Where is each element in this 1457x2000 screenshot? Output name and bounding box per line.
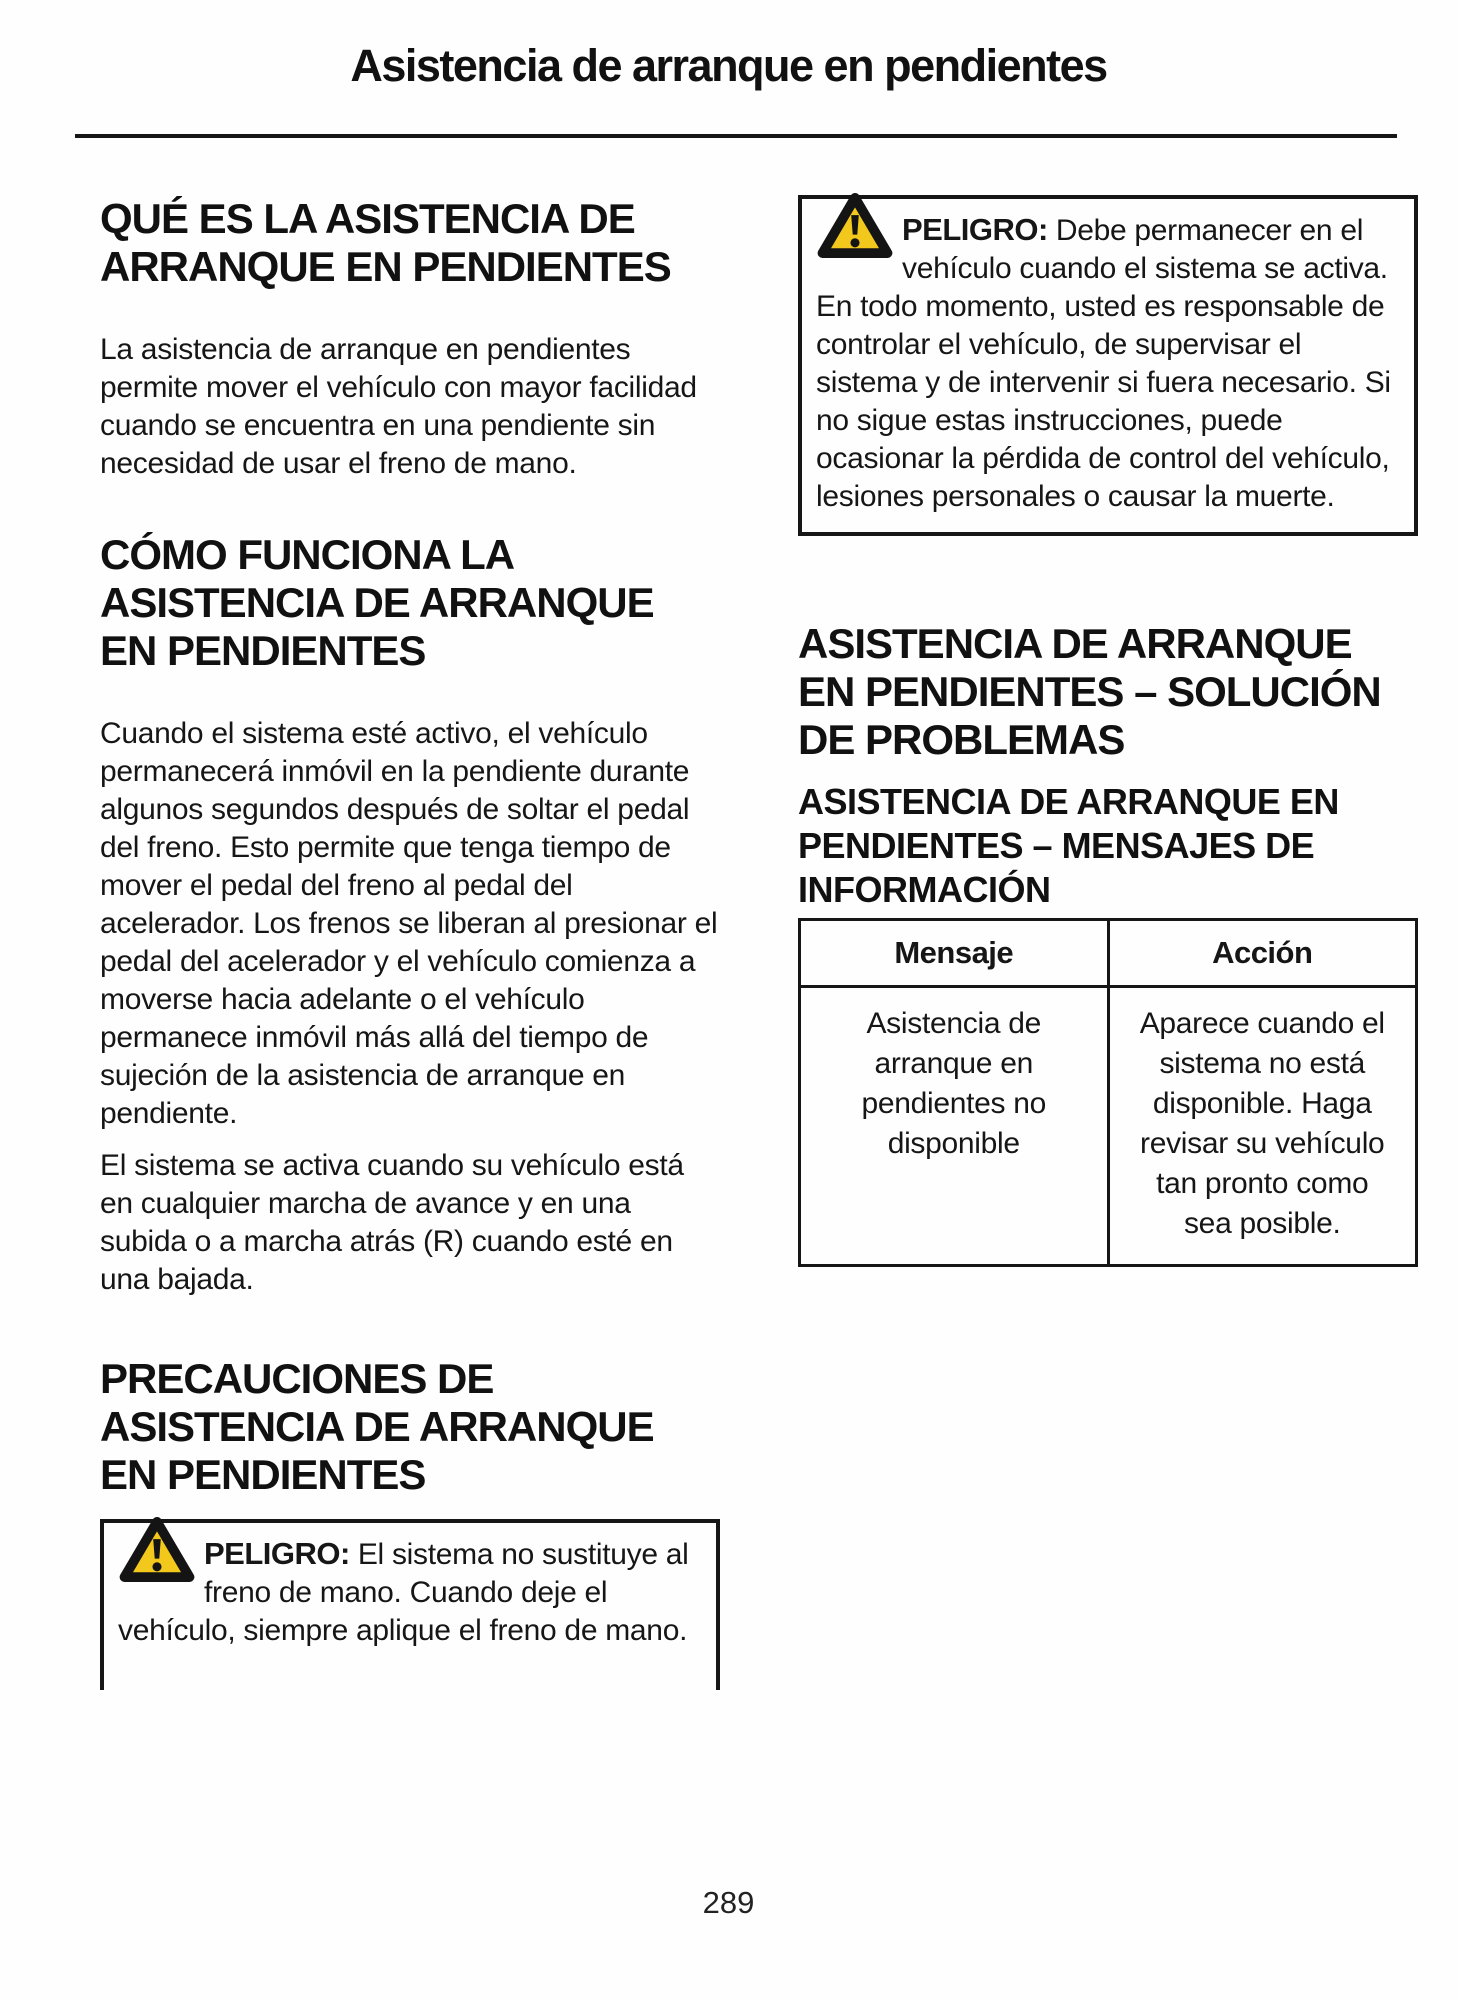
body-paragraph: La asistencia de arranque en pendientes permite mover el vehículo con mayor facilidad cuando se encuentra en una pendiente sin necesidad de usar el freno de mano. bbox=[100, 333, 697, 480]
warning-label: PELIGRO: bbox=[204, 1536, 350, 1571]
section-heading-how-it-works: CÓMO FUNCIONA LA ASISTENCIA DE ARRANQUE EN PENDIENTES bbox=[100, 531, 654, 674]
warning-box bbox=[100, 1519, 720, 1690]
section-heading-precautions: PRECAUCIONES DE ASISTENCIA DE ARRANQUE EN PENDIENTES bbox=[100, 1355, 654, 1498]
page-content bbox=[100, 195, 1418, 1690]
body-paragraph: El sistema se activa cuando su vehículo está en cualquier marcha de avance y en una subida o a marcha atrás (R) cuando esté en una bajada. bbox=[100, 1149, 684, 1296]
info-messages-table bbox=[798, 918, 1418, 1267]
table-header-row bbox=[800, 920, 1417, 987]
section-heading-what-is: QUÉ ES LA ASISTENCIA DE ARRANQUE EN PENDIENTES bbox=[100, 195, 671, 290]
warning-triangle-icon bbox=[816, 211, 894, 253]
table-cell-message: Asistencia de arranque en pendientes no disponible bbox=[800, 987, 1109, 1266]
warning-text: Debe permanecer en el vehículo cuando el sistema se activa. En todo momento, usted es responsable de controlar el vehículo, de supervisar el sistema y de intervenir si fuera necesario. Si no sigue estas instrucciones, puede ocasionar la pérdida de control del vehículo, lesiones personales o causar la muerte. bbox=[816, 214, 1391, 513]
warning-text: El sistema no sustituye al freno de mano. Cuando deje el vehículo, siempre aplique el freno de mano. bbox=[118, 1538, 689, 1647]
table-cell-action: Aparece cuando el sistema no está disponible. Haga revisar su vehículo tan pronto como sea posible. bbox=[1108, 987, 1417, 1266]
page-number: 289 bbox=[702, 1885, 755, 1920]
body-paragraph: Cuando el sistema esté activo, el vehículo permanecerá inmóvil en la pendiente durante algunos segundos después de soltar el pedal del freno. Esto permite que tenga tiempo de mover el pedal del freno al pedal del acelerador. Los frenos se liberan al presionar el pedal del acelerador y el vehículo comienza a moverse hacia adelante o el vehículo permanece inmóvil más allá del tiempo de sujeción de la asistencia de arranque en pendiente. bbox=[100, 717, 718, 1130]
header-rule bbox=[75, 134, 1397, 138]
right-column bbox=[798, 195, 1418, 1690]
warning-triangle-icon bbox=[118, 1535, 196, 1577]
section-heading-troubleshooting: ASISTENCIA DE ARRANQUE EN PENDIENTES – SOLUCIÓN DE PROBLEMAS bbox=[798, 620, 1381, 763]
section-heading-information-messages: ASISTENCIA DE ARRANQUE EN PENDIENTES – MENSAJES DE INFORMACIÓN bbox=[798, 781, 1339, 910]
warning-label: PELIGRO: bbox=[902, 212, 1048, 247]
left-column bbox=[100, 195, 720, 1690]
page-title: Asistencia de arranque en pendientes bbox=[350, 40, 1107, 91]
table-row bbox=[800, 987, 1417, 1266]
table-header-cell-action: Acción bbox=[1108, 920, 1417, 987]
table-header-cell-message: Mensaje bbox=[800, 920, 1109, 987]
warning-box bbox=[798, 195, 1418, 536]
